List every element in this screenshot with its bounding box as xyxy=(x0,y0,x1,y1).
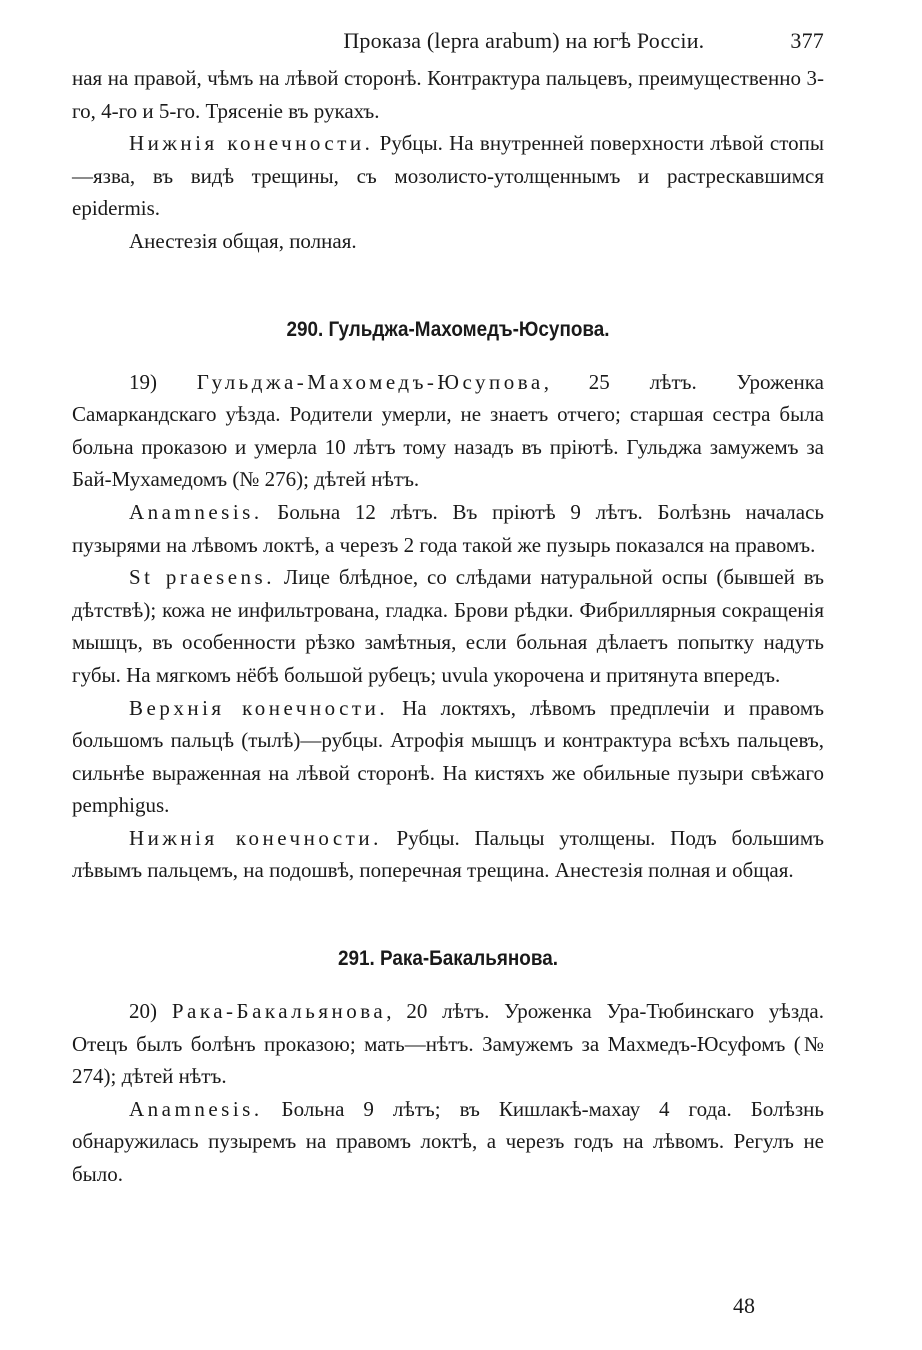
anamnesis-paragraph xyxy=(72,1093,824,1191)
spaced-label: Верхнія конечности. xyxy=(129,695,389,720)
paragraph-text: Рубцы. Пальцы утолщены. Подъ большимъ лѣвымъ пальцемъ, на подошвѣ, поперечная трещина. Анестезія полная и общая. xyxy=(72,825,824,883)
case-19-paragraph xyxy=(72,366,824,496)
paragraph-text: Лице блѣдное, со слѣдами натуральной оспы (бывшей въ дѣтствѣ); кожа не инфильтрована, гладка. Брови рѣдки. Фибриллярныя сокращенія мышцъ, въ особенности рѣзко замѣтныя, если больная дѣлаетъ попытку надуть губы. На мягкомъ нёбѣ большой рубецъ; uvula укорочена и притянута впередъ. xyxy=(72,565,824,687)
spaced-label: St praesens. xyxy=(129,565,275,590)
section-title-291: 291. Рака-Бакальянова. xyxy=(338,947,558,971)
book-page xyxy=(72,28,824,1191)
spaced-label: Нижнія конечности. xyxy=(129,131,374,156)
paragraph-text: Больна 9 лѣтъ; въ Кишлакѣ-махау 4 года. Болѣзнь обнаружилась пузыремъ на правомъ локтѣ, а черезъ годъ на лѣвомъ. Регулъ не было. xyxy=(72,1096,824,1187)
page-number: 377 xyxy=(790,28,824,53)
paragraph-text: На локтяхъ, лѣвомъ предплечіи и правомъ большомъ пальцѣ (тылѣ)—рубцы. Атрофія мышцъ и контрактура всѣхъ пальцевъ, сильнѣе выраженная на лѣвой сторонѣ. На кистяхъ же обильные пузыри свѣжаго pemphigus. xyxy=(72,695,824,818)
case-number: 20) xyxy=(129,999,172,1024)
spaced-label: Anamnesis. xyxy=(129,499,263,524)
running-title: Проказа (lepra arabum) на югѣ Россіи. xyxy=(343,28,705,53)
printer-signature-mark: 48 xyxy=(733,1293,755,1318)
spaced-label: Нижнія конечности. xyxy=(129,825,382,850)
case-20-paragraph xyxy=(72,995,824,1093)
running-header xyxy=(72,28,824,62)
paragraph-text: Рубцы. На внутренней поверхности лѣвой стопы—язва, въ видѣ трещины, съ мозолисто-утолщеннымъ и растрескавшимся epidermis. xyxy=(72,131,824,221)
patient-name: Гульджа-Махомедъ-Юсупова xyxy=(196,369,544,394)
intro-paragraph: ная на правой, чѣмъ на лѣвой сторонѣ. Контрактура пальцевъ, преимущественно 3-го, 4-го и 5-го. Трясеніе въ рукахъ. xyxy=(72,66,824,123)
intro-lower-limbs-paragraph xyxy=(72,127,824,225)
spaced-label: Anamnesis. xyxy=(129,1096,263,1121)
paragraph-text: , 25 лѣтъ. Уроженка Самаркандскаго уѣзда. Родители умерли, не знаетъ отчего; старшая сестра была больна проказою и умерла 10 лѣтъ тому назадъ въ пріютѣ. Гульджа замужемъ за Бай-Мухамедомъ (№ 276); дѣтей нѣтъ. xyxy=(72,369,825,492)
intro-anesthesia-paragraph: Анестезія общая, полная. xyxy=(129,228,357,253)
anamnesis-paragraph xyxy=(72,496,824,561)
section-title-290: 290. Гульджа-Махомедъ-Юсупова. xyxy=(286,317,610,341)
patient-name: Рака-Бакальянова xyxy=(171,999,387,1024)
paragraph-text: , 20 лѣтъ. Уроженка Ура-Тюбинскаго уѣзда. Отецъ былъ болѣнъ проказою; мать—нѣтъ. Замужемъ за Махмедъ-Юсуфомъ (№ 274); дѣтей нѣтъ. xyxy=(72,999,824,1089)
lower-limbs-paragraph xyxy=(72,822,824,887)
status-praesens-paragraph xyxy=(72,561,824,691)
case-number: 19) xyxy=(129,369,197,394)
paragraph-text: Больна 12 лѣтъ. Въ пріютѣ 9 лѣтъ. Болѣзнь началась пузырями на лѣвомъ локтѣ, а черезъ 2 года такой же пузырь показался на правомъ. xyxy=(72,499,824,557)
upper-limbs-paragraph xyxy=(72,692,824,822)
